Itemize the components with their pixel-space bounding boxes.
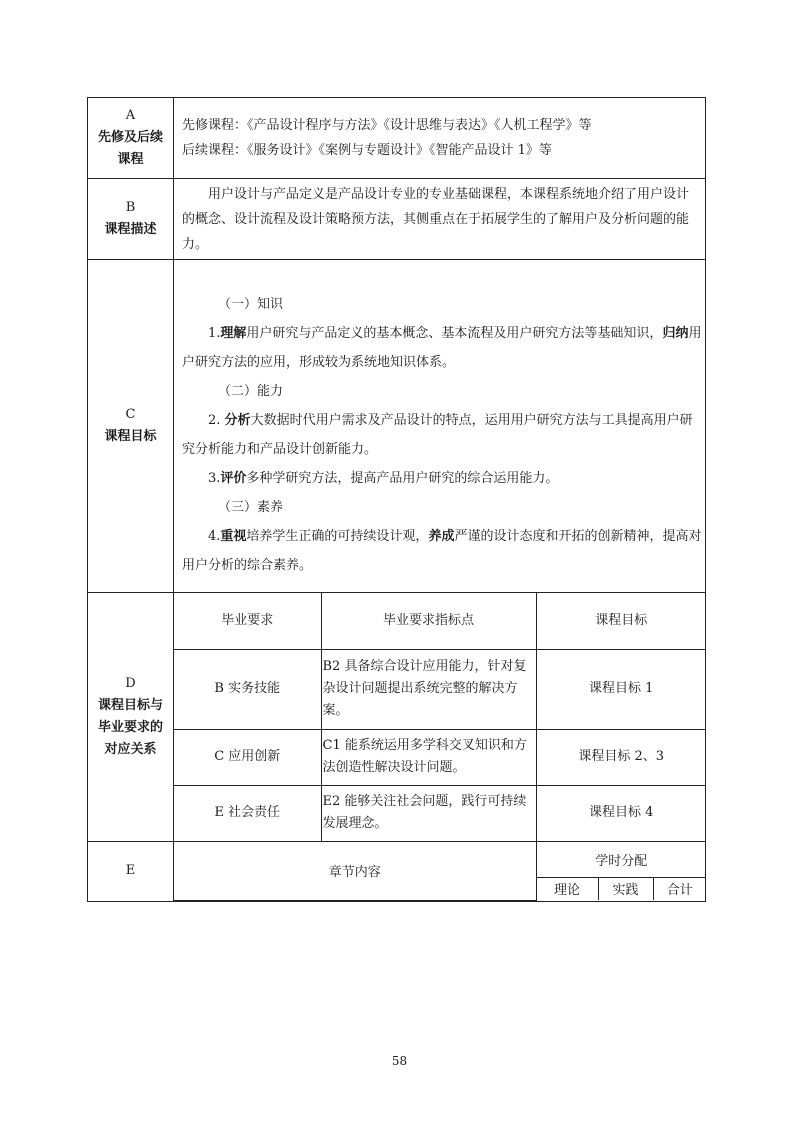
mapping-objective: 课程目标 2、3 (536, 729, 706, 785)
row-b-label (88, 179, 174, 260)
row-a-title: 先修及后续 课程 (97, 130, 163, 167)
objective-1 (182, 319, 703, 377)
hours-allocation-header: 学时分配 (536, 842, 706, 877)
row-a-letter: A (125, 108, 136, 123)
mapping-requirement: E 社会责任 (174, 785, 321, 841)
objective-4-verb-2: 养成 (428, 529, 455, 544)
mapping-indicator: B2 具备综合设计应用能力，针对复杂设计问题提出系统完整的解决方案。 (321, 649, 536, 729)
prerequisite-courses: 先修课程：《产品设计程序与方法》《设计思维与表达》《人机工程学》等 (182, 118, 592, 133)
row-prerequisites (88, 98, 706, 179)
objective-4-text-1: 培养学生正确的可持续设计观， (246, 529, 429, 544)
row-objectives (88, 260, 706, 593)
mapping-row (174, 785, 706, 841)
course-info-table (87, 97, 706, 902)
row-c-label (88, 260, 174, 593)
mapping-header-objective: 课程目标 (536, 593, 706, 649)
row-a-label (88, 98, 174, 179)
prerequisites-cell (174, 98, 706, 179)
objective-heading-knowledge: （一）知识 (218, 297, 284, 312)
mapping-indicator: C1 能系统运用多学科交叉知识和方法创造性解决设计问题。 (321, 729, 536, 785)
row-e-label (88, 842, 174, 902)
objectives-cell (174, 260, 706, 593)
row-d-title-line-2: 毕业要求的 (97, 720, 163, 735)
objective-2-number: 2. (208, 413, 225, 428)
chapters-header-row (174, 842, 706, 877)
mapping-cell (174, 593, 706, 842)
objective-4-verb-1: 重视 (220, 529, 247, 544)
row-d-letter: D (125, 676, 136, 691)
mapping-header-requirement: 毕业要求 (174, 593, 321, 649)
objective-2-text: 大数据时代用户需求及产品设计的特点，运用用户研究方法与工具提高用户研究分析能力和产品设计创新能力。 (182, 413, 693, 457)
objective-1-verb-2: 归纳 (662, 326, 689, 341)
objective-3 (182, 464, 703, 493)
objective-3-text: 多种学研究方法，提高产品用户研究的综合运用能力。 (246, 471, 559, 486)
objective-4-text-2: 严谨的设计态度和开拓的创新精神，提高对用户分析的综合素养。 (182, 529, 702, 573)
objective-4 (182, 522, 703, 580)
objective-1-text-1: 用户研究与产品定义的基本概念、基本流程及用户研究方法等基础知识， (246, 326, 663, 341)
row-d-title-line-1: 课程目标与 (97, 698, 163, 713)
row-description (88, 179, 706, 260)
objective-4-number: 4. (208, 529, 221, 544)
objective-heading-literacy: （三）素养 (218, 500, 284, 515)
mapping-header-indicator: 毕业要求指标点 (321, 593, 536, 649)
followup-courses: 后续课程：《服务设计》《案例与专题设计》《智能产品设计 1》等 (182, 143, 552, 158)
row-d-label (88, 593, 174, 842)
chapters-header-table (174, 842, 706, 901)
objective-3-number: 3. (208, 471, 221, 486)
mapping-table (174, 593, 706, 841)
objective-2-verb: 分析 (224, 413, 251, 428)
mapping-objective: 课程目标 4 (536, 785, 706, 841)
objective-1-text-2: 用户研究方法的应用，形成较为系统地知识体系。 (182, 326, 702, 370)
row-mapping (88, 593, 706, 842)
mapping-requirement: B 实务技能 (174, 649, 321, 729)
row-d-title-line-3: 对应关系 (104, 742, 157, 757)
course-description: 用户设计与产品定义是产品设计专业的专业基础课程，本课程系统地介绍了用户设计的概念、设计流程及设计策略预方法，其侧重点在于拓展学生的了解用户及分析问题的能力。 (182, 186, 690, 252)
row-b-title: 课程描述 (104, 222, 157, 237)
row-c-letter: C (125, 407, 136, 422)
mapping-row (174, 729, 706, 785)
chapter-content-header: 章节内容 (174, 842, 536, 900)
mapping-requirement: C 应用创新 (174, 729, 321, 785)
hours-practice-header: 实践 (598, 877, 653, 900)
row-b-letter: B (125, 200, 136, 215)
row-chapters (88, 842, 706, 902)
description-cell (174, 179, 706, 260)
mapping-indicator: E2 能够关注社会问题，践行可持续发展理念。 (321, 785, 536, 841)
chapters-cell (174, 842, 706, 902)
objective-heading-ability: （二）能力 (218, 384, 284, 399)
objective-2 (182, 406, 703, 464)
hours-total-header: 合计 (653, 877, 706, 900)
mapping-row (174, 649, 706, 729)
mapping-objective: 课程目标 1 (536, 649, 706, 729)
objective-1-number: 1. (208, 326, 221, 341)
hours-theory-header: 理论 (536, 877, 598, 900)
page-number: 58 (391, 1054, 408, 1068)
row-c-title: 课程目标 (104, 429, 157, 444)
objective-1-verb-1: 理解 (220, 326, 247, 341)
objective-3-verb: 评价 (220, 471, 247, 486)
mapping-header-row (174, 593, 706, 649)
row-e-letter: E (125, 863, 136, 879)
